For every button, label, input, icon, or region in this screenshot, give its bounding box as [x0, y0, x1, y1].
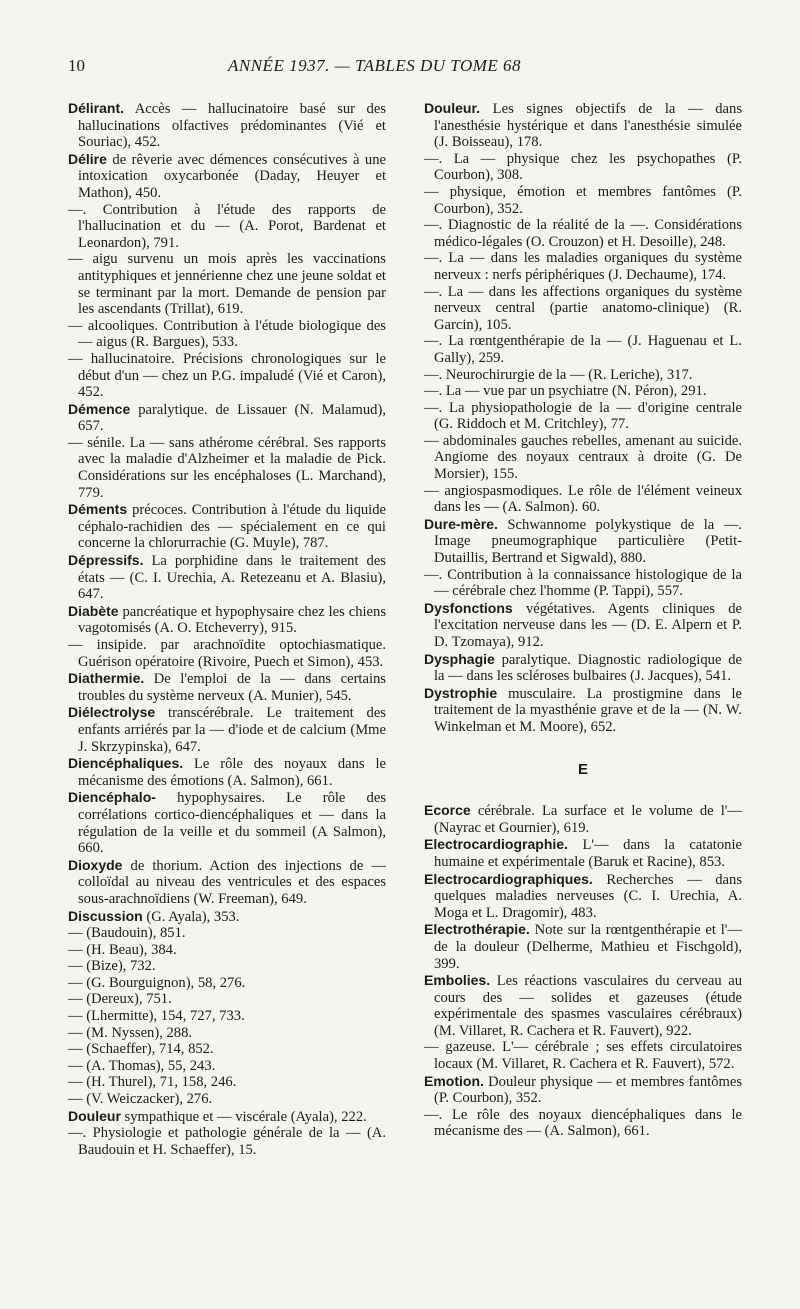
entry-headword: Electrothérapie.: [424, 921, 530, 938]
entry-headword: Diencéphalo-: [68, 789, 156, 806]
entry-text: Schwannome polykystique de la —. Image pneumographique particulière (Petit-Dutaillis, Bertrand et Sigwald), 880.: [434, 516, 742, 567]
entry-headword: Dystrophie: [424, 684, 498, 701]
index-entry: [68, 552, 386, 603]
index-entry: [424, 1107, 742, 1140]
index-entry: [68, 435, 386, 501]
entry-text: —. Neurochirurgie de la — (R. Leriche), 317.: [424, 366, 693, 383]
entry-text: — (Dereux), 751.: [68, 991, 172, 1008]
entry-headword: Douleur: [68, 1107, 121, 1124]
index-columns: [68, 100, 770, 1158]
entry-text: Le rôle des noyaux dans le mécanisme des émotions (A. Salmon), 661.: [78, 756, 386, 789]
index-entry: [424, 100, 742, 151]
index-entry: [424, 433, 742, 483]
right-column-d-entries: [424, 100, 742, 736]
entry-text: — (Baudouin), 851.: [68, 925, 186, 942]
index-entry: [424, 184, 742, 217]
index-entry: [68, 942, 386, 959]
index-entry: [68, 1008, 386, 1025]
entry-text: hypophysaires. Le rôle des corrélations cortico-diencéphaliques et — dans la régulation de la veille et du sommeil (A Salmon), 660.: [78, 790, 386, 857]
right-column-e-entries: [424, 802, 742, 1140]
entry-text: —. La physiopathologie de la — d'origine centrale (G. Riddoch et M. Critchley), 77.: [424, 399, 742, 433]
index-entry: [68, 925, 386, 942]
index-entry: [68, 704, 386, 755]
index-entry: [424, 802, 742, 836]
index-entry: [68, 975, 386, 992]
index-entry: [424, 151, 742, 184]
index-entry: [68, 501, 386, 552]
entry-text: — (H. Thurel), 71, 158, 246.: [68, 1074, 237, 1091]
index-entry: [424, 651, 742, 685]
entry-text: —. La — physique chez les psychopathes (P. Courbon), 308.: [424, 150, 742, 184]
entry-text: transcérébrale. Le traitement des enfants arriérés par la — d'iode et de calcium (Mme J. Skrzypinska), 647.: [78, 705, 386, 755]
entry-headword: Diencéphaliques.: [68, 755, 184, 772]
entry-headword: Délirant.: [68, 100, 125, 116]
index-entry: [68, 1058, 386, 1075]
entry-text: pancréatique et hypophysaire chez les chiens vagotomisés (A. O. Etcheverry), 915.: [78, 603, 386, 637]
entry-text: —. La rœntgenthérapie de la — (J. Haguenau et L. Gally), 259.: [424, 333, 742, 366]
entry-text: Les réactions vasculaires du cerveau au cours des — solides et gazeuses (étude expérimentale des spasmes vasculaires cérébraux) (M. Villaret, R. Cachera et R. Fauvert), 922.: [434, 973, 742, 1039]
index-entry: [68, 100, 386, 151]
entry-headword: Diabète: [68, 602, 119, 619]
index-entry: [68, 789, 386, 856]
index-entry: [68, 1074, 386, 1091]
entry-headword: Douleur.: [424, 100, 481, 116]
index-entry: [68, 755, 386, 789]
entry-text: cérébrale. La surface et le volume de l'— (Nayrac et Gournier), 619.: [434, 803, 742, 836]
index-entry: [68, 401, 386, 435]
index-entry: [424, 217, 742, 250]
index-entry: [68, 857, 386, 908]
entry-text: sympathique et — viscérale (Ayala), 222.: [124, 1108, 367, 1125]
index-entry: [424, 1039, 742, 1072]
entry-text: —. Physiologie et pathologie générale de la — (A. Baudouin et H. Schaeffer), 15.: [68, 1125, 386, 1158]
index-entry: [424, 383, 742, 400]
entry-text: — (H. Beau), 384.: [68, 941, 177, 958]
index-entry: [424, 871, 742, 922]
entry-headword: Dure-mère.: [424, 515, 498, 532]
running-header: [68, 56, 770, 86]
index-entry: [424, 516, 742, 567]
entry-headword: Dysphagie: [424, 650, 495, 667]
index-entry: [424, 972, 742, 1039]
entry-text: — (V. Weiczacker), 276.: [68, 1091, 213, 1108]
index-entry: [424, 1073, 742, 1107]
index-entry: [424, 836, 742, 870]
index-entry: [68, 1125, 386, 1158]
index-entry: [424, 284, 742, 334]
entry-text: précoces. Contribution à l'étude du liquide céphalo-rachidien des — spécialement en ce qui concerne la chlorurrachie (G. Muyle), 787.: [78, 502, 386, 552]
page-number: 10: [68, 56, 85, 75]
entry-text: — (A. Thomas), 55, 243.: [68, 1057, 216, 1074]
entry-headword: Diélectrolyse: [68, 704, 156, 721]
entry-headword: Discussion: [68, 907, 143, 924]
index-entry: [424, 367, 742, 384]
entry-text: —. La — dans les affections organiques du système nerveux central (partie anatomo-clinique) (R. Garcin), 105.: [424, 283, 742, 333]
entry-text: De l'emploi de la — dans certains troubles du système nerveux (A. Munier), 545.: [78, 671, 386, 704]
entry-text: — (G. Bourguignon), 58, 276.: [68, 974, 246, 991]
index-entry: [68, 637, 386, 670]
entry-text: L'— dans la catatonie humaine et expérimentale (Baruk et Racine), 853.: [434, 837, 742, 870]
entry-headword: Dioxyde: [68, 856, 123, 873]
index-entry: [424, 600, 742, 651]
entry-headword: Délire: [68, 150, 107, 167]
entry-text: Douleur physique — et membres fantômes (P. Courbon), 352.: [434, 1073, 742, 1107]
index-entry: [68, 318, 386, 351]
entry-text: paralytique. Diagnostic radiologique de la — dans les scléroses bulbaires (J. Jacques), 541.: [434, 651, 742, 685]
entry-text: —. Diagnostic de la réalité de la —. Considérations médico-légales (O. Crouzon) et H. Desoille), 248.: [424, 217, 742, 250]
index-entry: [68, 908, 386, 926]
entry-text: — aigu survenu un mois après les vaccinations antityphiques et jennérienne chez une jeune soldat et se terminant par la mort. Demande de pension par les ascendants (Trillat), 619.: [68, 251, 386, 318]
page-title: ANNÉE 1937. — TABLES DU TOME 68: [228, 56, 522, 75]
right-column: [424, 100, 742, 1158]
entry-text: paralytique. de Lissauer (N. Malamud), 657.: [78, 401, 386, 435]
entry-text: de rêverie avec démences consécutives à une intoxication oxycarbonée (Daday, Heuyer et Mathon), 450.: [78, 151, 387, 201]
entry-text: végétatives. Agents cliniques de l'excitation nerveuse dans les — (D. E. Alpern et P. D. Tzomaya), 912.: [434, 600, 742, 650]
entry-headword: Dépressifs.: [68, 552, 144, 569]
entry-headword: Démence: [68, 400, 131, 417]
entry-text: Note sur la rœntgenthérapie et l'— de la douleur (Delherme, Mathieu et Fischgold), 399.: [434, 922, 743, 972]
entry-text: — physique, émotion et membres fantômes (P. Courbon), 352.: [424, 183, 742, 217]
entry-headword: Dysfonctions: [424, 599, 513, 616]
entry-text: de thorium. Action des injections de — colloïdal au niveau des ventricules et des espaces sous-arachnoïdiens (W. Freeman), 649.: [78, 857, 386, 907]
index-entry: [68, 202, 386, 252]
entry-headword: Ecorce: [424, 802, 471, 819]
index-entry: [424, 921, 742, 972]
entry-text: Recherches — dans quelques maladies nerveuses (C. I. Urechia, A. Moga et L. Dragomir), 483.: [434, 871, 742, 921]
index-entry: [68, 1091, 386, 1108]
entry-text: musculaire. La prostigmine dans le traitement de la myasthénie grave et de la — (N. W. Winkelman et M. Moore), 652.: [434, 685, 742, 735]
entry-text: — sénile. La — sans athérome cérébral. Ses rapports avec la maladie d'Alzheimer et la maladie de Pick. Considérations sur les encéphaloses (L. Marchand), 779.: [68, 434, 386, 501]
index-entry: [424, 483, 742, 516]
entry-text: — (M. Nyssen), 288.: [68, 1024, 193, 1041]
entry-text: — insipide. par arachnoïdite optochiasmatique. Guérison opératoire (Rivoire, Puech et Simon), 453.: [68, 637, 386, 670]
entry-text: — abdominales gauches rebelles, amenant au suicide. Angiome des noyaux centraux à droite (G. De Morsier), 155.: [424, 432, 742, 483]
index-entry: [68, 670, 386, 704]
index-entry: [68, 251, 386, 317]
entry-text: —. La — vue par un psychiatre (N. Péron), 291.: [424, 383, 707, 400]
entry-text: — (Schaeffer), 714, 852.: [68, 1041, 214, 1058]
index-entry: [68, 1041, 386, 1058]
index-entry: [68, 958, 386, 975]
index-entry: [424, 250, 742, 283]
entry-text: Accès — hallucinatoire basé sur des hallucinations olfactives prédominantes (Vié et Souriac), 452.: [78, 101, 387, 151]
index-entry: [424, 333, 742, 366]
entry-text: Les signes objectifs de la — dans l'anesthésie hystérique et dans l'anesthésie simulée (J. Boisseau), 178.: [434, 101, 742, 151]
entry-text: —. Contribution à l'étude des rapports de l'hallucination et du — (A. Porot, Bardenat et Leonardon), 791.: [68, 201, 386, 251]
index-entry: [68, 991, 386, 1008]
entry-headword: Emotion.: [424, 1072, 484, 1089]
index-entry: [68, 151, 386, 202]
entry-text: — alcooliques. Contribution à l'étude biologique des — aigus (R. Bargues), 533.: [68, 317, 386, 351]
entry-headword: Embolies.: [424, 972, 491, 989]
entry-text: —. Le rôle des noyaux diencéphaliques dans le mécanisme des — (A. Salmon), 661.: [424, 1106, 742, 1140]
section-letter-e: E: [577, 760, 588, 778]
index-entry: [68, 351, 386, 401]
entry-headword: Diathermie.: [68, 670, 145, 687]
entry-text: —. Contribution à la connaissance histologique de la — cérébrale chez l'homme (P. Tappi), 557.: [424, 566, 742, 600]
left-column: [68, 100, 386, 1158]
entry-headword: Electrocardiographiques.: [424, 870, 593, 887]
entry-headword: Electrocardiographie.: [424, 836, 568, 853]
entry-text: — (Lhermitte), 154, 727, 733.: [68, 1008, 245, 1025]
entry-text: — hallucinatoire. Précisions chronologiques sur le début d'un — chez un P.G. impaludé (Vié et Caron), 452.: [68, 350, 386, 401]
entry-text: —. La — dans les maladies organiques du système nerveux : nerfs périphériques (J. Dechaume), 174.: [424, 250, 742, 283]
index-entry: [424, 567, 742, 600]
index-entry: [424, 685, 742, 736]
index-entry: [68, 1108, 386, 1126]
index-entry: [68, 1025, 386, 1042]
entry-text: (G. Ayala), 353.: [146, 908, 240, 925]
entry-text: — angiospasmodiques. Le rôle de l'élément veineux dans les — (A. Salmon). 60.: [424, 482, 742, 516]
entry-text: — gazeuse. L'— cérébrale ; ses effets circulatoires locaux (M. Villaret, R. Cachera et R. Fauvert), 572.: [424, 1039, 742, 1073]
index-entry: [424, 400, 742, 433]
entry-text: — (Bize), 732.: [68, 958, 156, 975]
entry-text: La porphidine dans le traitement des états — (C. I. Urechia, A. Retezeanu et A. Blasiu), 647.: [78, 553, 386, 603]
entry-headword: Déments: [68, 501, 128, 518]
index-entry: [68, 603, 386, 637]
